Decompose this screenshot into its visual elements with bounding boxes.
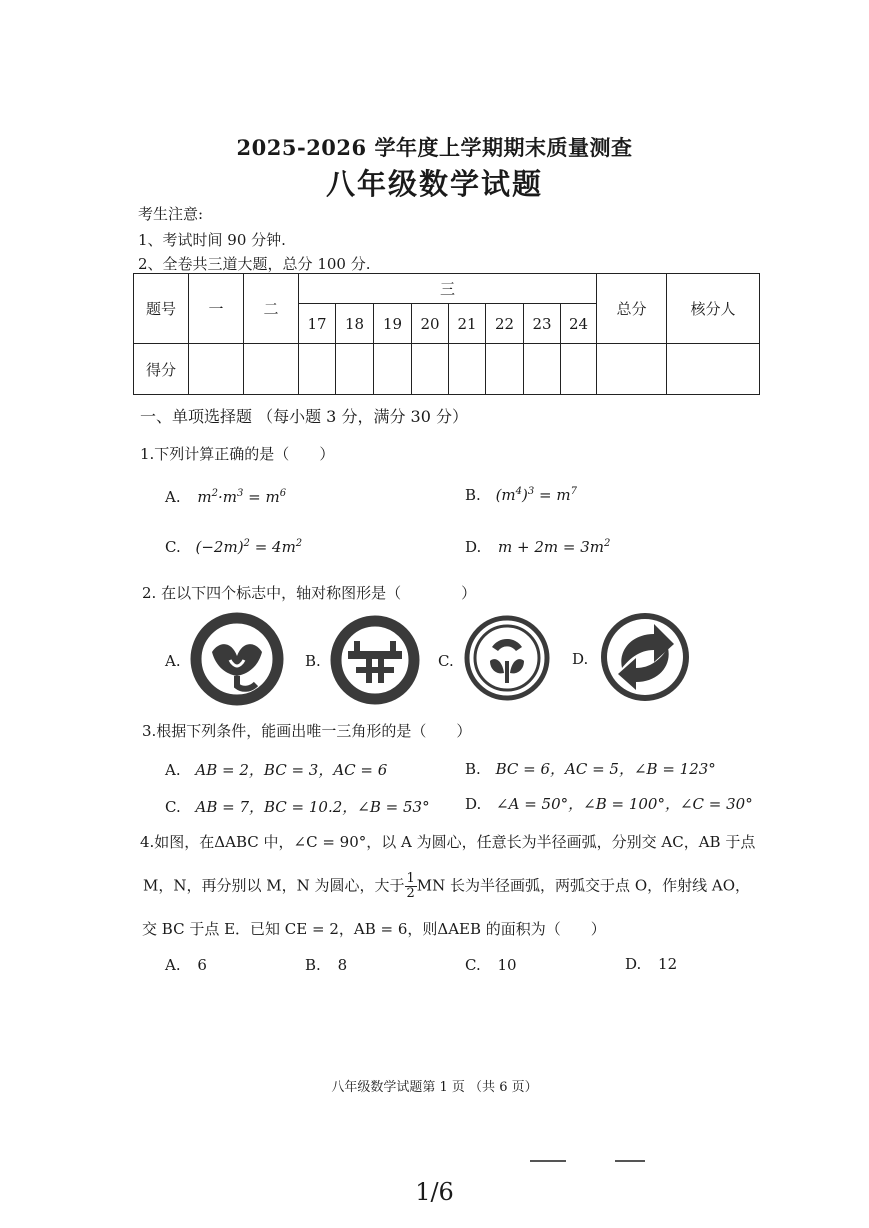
- q2-option-b-label: B.: [305, 652, 321, 670]
- score-table-total-label: 总分: [597, 274, 667, 344]
- scan-mark: [530, 1160, 566, 1162]
- score-table-col-three: 三: [299, 274, 597, 304]
- scan-mark: [615, 1160, 645, 1162]
- q4-option-c: C. 10: [465, 956, 517, 974]
- score-table: [133, 273, 760, 395]
- q4-option-d: D. 12: [625, 955, 678, 973]
- score-table-col-two: 二: [244, 274, 299, 344]
- score-cell[interactable]: [244, 344, 299, 395]
- option-label: D.: [465, 538, 482, 556]
- recycle-arrow-logo-icon: [598, 610, 692, 704]
- question-4-line-3: 交 BC 于点 E．已知 CE = 2，AB = 6，则ΔAEB 的面积为（ ）: [142, 920, 606, 938]
- question-1-stem: 1.下列计算正确的是（ ）: [140, 445, 335, 463]
- q3-option-a: A. AB = 2，BC = 3，AC = 6: [165, 761, 388, 779]
- q2-option-c-label: C.: [438, 652, 454, 670]
- q3-option-b: B. BC = 6，AC = 5，∠B = 123°: [465, 760, 716, 778]
- question-4-line-2: [143, 872, 750, 901]
- q1-option-d: D. $m + 2m = 3m^2$: [465, 538, 611, 556]
- section-heading: 一、单项选择题 （每小题 3 分，满分 30 分）: [140, 407, 468, 426]
- score-table-subcol: 23: [524, 304, 561, 344]
- score-table-subcol: 17: [299, 304, 336, 344]
- q4-option-b: B. 8: [305, 956, 348, 974]
- score-cell[interactable]: [486, 344, 524, 395]
- notice-item-1: 1、考试时间 90 分钟.: [138, 231, 286, 249]
- q1-option-c: C. $(-2m)^2 = 4m^2$: [165, 538, 303, 556]
- score-table-subcol: 22: [486, 304, 524, 344]
- score-table-subcol: 20: [412, 304, 449, 344]
- score-cell[interactable]: [524, 344, 561, 395]
- score-cell[interactable]: [449, 344, 486, 395]
- option-label: D.: [465, 795, 482, 813]
- option-label: B.: [465, 486, 481, 504]
- fraction-one-half: $\frac{1}{2}$: [406, 871, 415, 901]
- score-cell[interactable]: [336, 344, 374, 395]
- q3-option-d: D. ∠A = 50°，∠B = 100°，∠C = 30°: [465, 795, 753, 813]
- score-table-col-one: 一: [189, 274, 244, 344]
- score-cell-total[interactable]: [597, 344, 667, 395]
- question-4-line-2-post: MN 长为半径画弧，两弧交于点 O，作射线 AO，: [416, 876, 751, 895]
- notice-item-2: 2、全卷共三道大题，总分 100 分.: [138, 255, 371, 273]
- score-cell[interactable]: [299, 344, 336, 395]
- option-label: A.: [165, 761, 181, 779]
- page-number: 1/6: [415, 1178, 454, 1206]
- score-table-subcol: 24: [561, 304, 597, 344]
- circle-structure-logo-icon: [330, 615, 420, 705]
- score-table-subcol: 19: [374, 304, 412, 344]
- exam-subject-title: 八年级数学试题: [325, 167, 543, 201]
- q1-option-a: A. $m^2\cdot m^3 = m^6$: [165, 488, 287, 506]
- q2-option-d-label: D.: [572, 650, 589, 668]
- q3-option-c: C. AB = 7，BC = 10.2，∠B = 53°: [165, 798, 430, 816]
- score-table-question-label: 题号: [134, 274, 189, 344]
- score-table-subcol: 21: [449, 304, 486, 344]
- exam-title: 2025-2026 学年度上学期期末质量测查: [236, 135, 633, 160]
- page-footer-caption: 八年级数学试题第 1 页 （共 6 页）: [331, 1080, 538, 1095]
- score-cell[interactable]: [374, 344, 412, 395]
- question-4-line-2-pre: M，N，再分别以 M，N 为圆心，大于: [143, 876, 405, 895]
- score-cell[interactable]: [412, 344, 449, 395]
- question-2-stem: 2. 在以下四个标志中，轴对称图形是（ ）: [142, 584, 477, 602]
- score-cell-checker[interactable]: [667, 344, 760, 395]
- question-4-line-1: 4.如图，在ΔABC 中，∠C = 90°，以 A 为圆心，任意长为半径画弧，分别交 AC，AB 于点: [140, 833, 756, 851]
- score-table-subcol: 18: [336, 304, 374, 344]
- score-cell[interactable]: [189, 344, 244, 395]
- q4-option-a: A. 6: [165, 956, 207, 974]
- option-label: C.: [165, 538, 181, 556]
- option-label: C.: [165, 798, 181, 816]
- option-label: B.: [465, 760, 481, 778]
- q1-option-b: B. $(m^4)^3 = m^7$: [465, 486, 577, 504]
- question-3-stem: 3.根据下列条件，能画出唯一三角形的是（ ）: [142, 722, 472, 740]
- q2-option-a-label: A.: [165, 652, 181, 670]
- score-table-checker-label: 核分人: [667, 274, 760, 344]
- score-table-score-label: 得分: [134, 344, 189, 395]
- sprout-logo-icon: [462, 613, 552, 703]
- score-cell[interactable]: [561, 344, 597, 395]
- notice-heading: 考生注意:: [138, 205, 204, 223]
- leaf-logo-icon: [190, 612, 284, 706]
- option-label: A.: [165, 488, 181, 506]
